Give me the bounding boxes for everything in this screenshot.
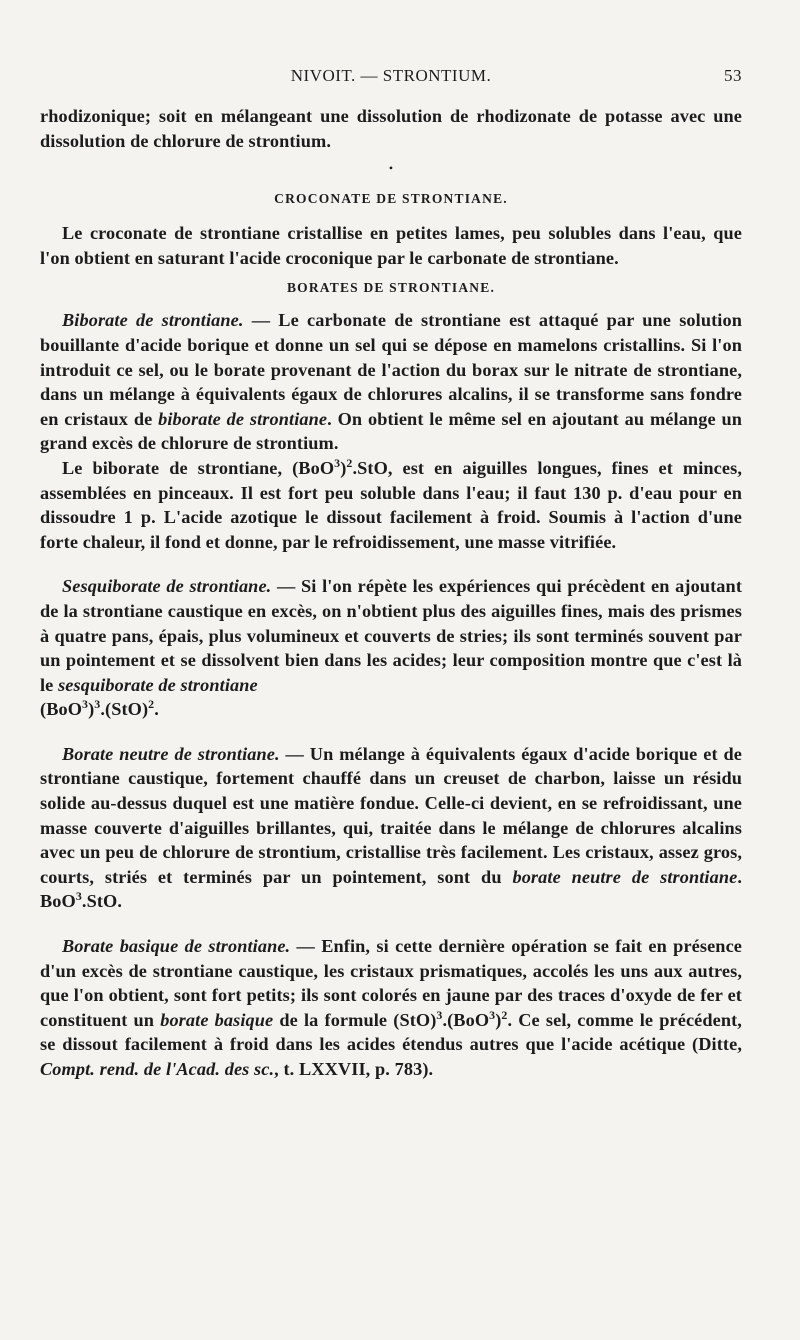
- sesquiborate-formula-a: (BoO: [40, 699, 83, 720]
- neutre-paragraph: [40, 742, 742, 914]
- biborate-formula-b: ): [340, 457, 347, 478]
- basique-citation: Compt. rend. de l'Acad. des sc.: [40, 1059, 275, 1079]
- paragraph-gap: [40, 914, 742, 934]
- sesquiborate-formula-sup3: 2: [148, 697, 155, 712]
- basique-text-5: . Ce sel, comme le précédent, se dissout facilement à froid dans les acides étendus autres que l'acide acétique (Ditte,: [40, 1009, 742, 1055]
- paragraph-gap: [40, 554, 742, 574]
- basique-text-1: — Enfin, si cette dernière opération se fait en présence d'un excès de strontiane caustique, les cristaux prismatiques, accolés les uns aux autres, que l'on obtient, sont fort petits; ils sont colorés en jaune par des traces d'oxyde de fer et constituent un: [40, 936, 743, 1030]
- sesquiborate-paragraph: [40, 574, 742, 722]
- biborate-properties-paragraph: [40, 456, 742, 554]
- sesquiborate-formula-d: .: [154, 699, 159, 720]
- sesquiborate-text-1: — Si l'on répète les expériences qui précèdent en ajoutant de la strontiane caustique en excès, on n'obtient plus des aiguilles fines, mais des prismes à quatre pans, épais, plus volumineux et couverts de stries; ils sont terminés souvent par un pointement et se dissolvent bien dans les acides; leur composition montre que c'est là le: [40, 576, 743, 695]
- sesquiborate-formula-sup2: 3: [94, 697, 101, 712]
- neutre-term: Borate neutre de strontiane.: [62, 743, 280, 764]
- page-number: 53: [724, 66, 742, 85]
- basique-term-inline: borate basique: [160, 1009, 274, 1030]
- neutre-term-inline: borate neutre de strontiane: [512, 866, 738, 887]
- heading-borates: BORATES DE STRONTIANE.: [286, 280, 496, 296]
- biborate-term-inline: biborate de strontiane: [158, 408, 328, 429]
- basique-term: Borate basique de strontiane.: [62, 936, 291, 957]
- biborate-paragraph: [40, 308, 742, 456]
- neutre-formula-sup1: 3: [75, 889, 82, 904]
- basique-text-2: de la formule (StO): [273, 1009, 437, 1030]
- heading-croconate: CROCONATE DE STRONTIANE.: [274, 191, 508, 207]
- basique-formula-sup3: 2: [501, 1007, 508, 1022]
- sesquiborate-formula-sup1: 3: [82, 697, 89, 712]
- biborate-text-1: — Le carbonate de strontiane est attaqué par une solution bouillante d'acide borique et donne un sel qui se dépose en mamelons cristallins. Si l'on introduit ce sel, ou le borate provenant de l'action du borax sur le nitrate de strontiane, dans un mélange à équivalents égaux de chlorures alcalins, il se transforme sans fondre en cristaux de: [40, 310, 742, 429]
- paragraph-gap: [40, 722, 742, 742]
- biborate-term: Biborate de strontiane.: [62, 310, 244, 331]
- biborate-formula-sup2: 2: [346, 455, 353, 470]
- basique-paragraph: [40, 934, 742, 1082]
- page-body: [40, 104, 742, 1082]
- running-header: [40, 66, 742, 88]
- intro-paragraph: rhodizonique; soit en mélangeant une dissolution de rhodizonate de potasse avec une dissolution de chlorure de strontium.: [40, 106, 742, 151]
- sesquiborate-formula-b: ): [88, 699, 95, 720]
- basique-text-3: .(BoO: [442, 1009, 490, 1030]
- running-title: NIVOIT. — STRONTIUM.: [290, 66, 492, 85]
- basique-formula-sup1: 3: [436, 1007, 443, 1022]
- ink-dot: •: [388, 161, 394, 176]
- biborate-properties-text: .StO, est en aiguilles longues, fines et minces, assemblées en pinceaux. Il est fort peu soluble dans l'eau; il faut 130 p. d'eau pour en dissoudre 1 p. L'acide azotique le dissout facilement à froid. Soumis à l'action d'une forte chaleur, il fond et donne, par le refroidissement, une masse vitrifiée.: [40, 457, 742, 552]
- sesquiborate-term: Sesquiborate de strontiane.: [62, 576, 272, 597]
- biborate-text-2: . On obtient le même sel en ajoutant au mélange un grand excès de chlorure de strontium.: [40, 408, 742, 454]
- basique-formula-sup2: 3: [489, 1007, 496, 1022]
- basique-text-4: ): [495, 1009, 502, 1030]
- basique-text-6: , t. LXXVII, p. 783).: [274, 1059, 434, 1079]
- croconate-paragraph: Le croconate de strontiane cristallise en petites lames, peu solubles dans l'eau, que l'on obtient en saturant l'acide croconique par le carbonate de strontiane.: [40, 223, 742, 268]
- neutre-text-1: — Un mélange à équivalents égaux d'acide borique et de strontiane caustique, fortement chauffé dans un creuset de charbon, laisse un résidu solide au-dessus duquel est une matière fondue. Celle-ci devient, en se refroidissant, une masse couverte d'aiguilles brillantes, qui, traitée dans le mélange de chlorures alcalins avec un peu de chlorure de strontium, cristallise très facilement. Les cristaux, assez gros, courts, striés et terminés par un pointement, sont du: [40, 743, 742, 887]
- neutre-text-3: .StO.: [81, 891, 123, 912]
- sesquiborate-formula-c: .(StO): [100, 699, 149, 720]
- biborate-formula-sup1: 3: [334, 455, 341, 470]
- neutre-text-2: . BoO: [40, 866, 742, 912]
- sesquiborate-term-inline: sesquiborate de strontiane: [58, 674, 258, 695]
- biborate-formula-a: Le biborate de strontiane, (BoO: [62, 457, 335, 478]
